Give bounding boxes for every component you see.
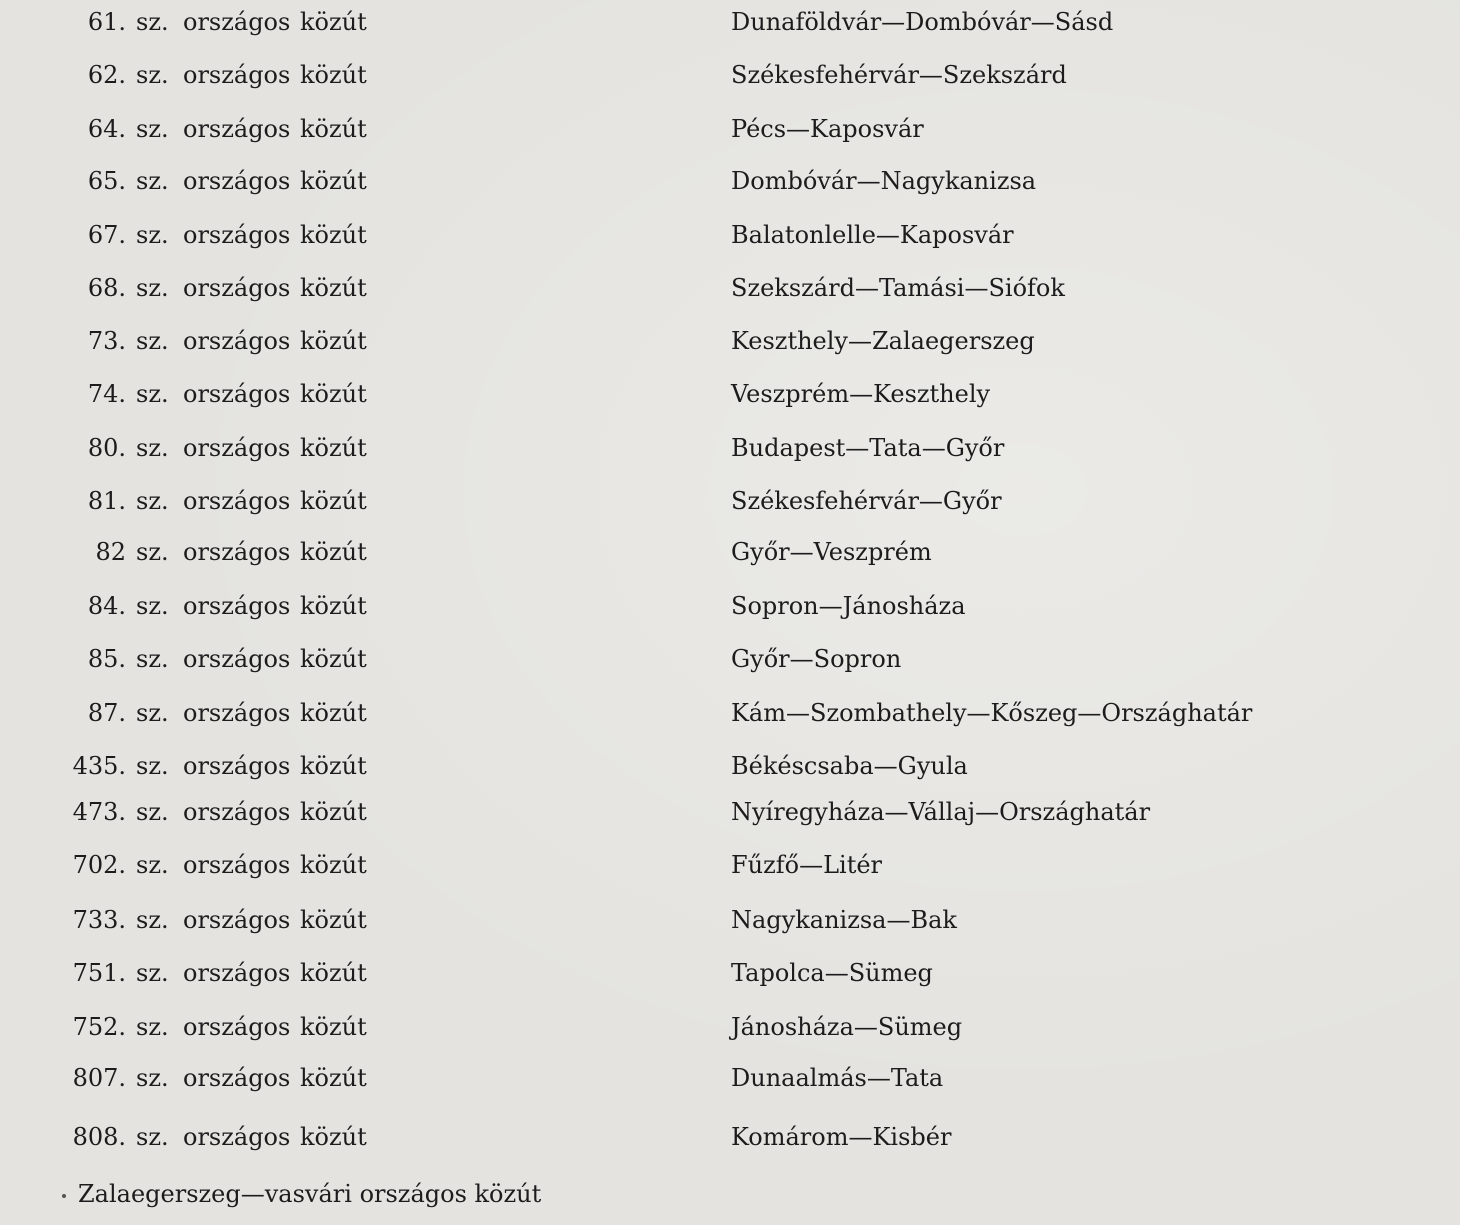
abbreviation-sz: sz. [136,167,169,195]
abbreviation-sz: sz. [136,327,169,355]
road-entry [0,161,1460,201]
road-type-word: közút [300,61,367,89]
road-number: 80. [87,434,126,462]
road-entry [0,1058,1460,1098]
abbreviation-sz: sz. [136,645,169,673]
bullet-mark [62,1194,66,1198]
road-entry [0,586,1460,626]
road-entry [0,1007,1460,1047]
road-number: 84. [87,592,126,620]
road-entry [0,746,1460,786]
road-type-word: közút [300,538,367,566]
road-class-word: országos [183,798,291,826]
route-name: Dunaföldvár—Dombóvár—Sásd [731,8,1114,36]
road-type-word: közút [300,274,367,302]
road-number: 67. [87,221,126,249]
footer-text: Zalaegerszeg—vasvári országos közút [78,1180,542,1208]
road-entry [0,2,1460,42]
road-class-word: országos [183,592,291,620]
road-class-word: országos [183,434,291,462]
road-number: 82 [95,538,126,566]
route-name: Pécs—Kaposvár [731,115,924,143]
route-name: Győr—Veszprém [731,538,932,566]
abbreviation-sz: sz. [136,538,169,566]
route-name: Nyíregyháza—Vállaj—Országhatár [731,798,1151,826]
road-type-word: közút [300,645,367,673]
road-type-word: közút [300,221,367,249]
road-type-word: közút [300,959,367,987]
abbreviation-sz: sz. [136,115,169,143]
road-entry [0,639,1460,679]
abbreviation-sz: sz. [136,592,169,620]
route-name: Szekszárd—Tamási—Siófok [731,274,1065,302]
road-class-word: országos [183,645,291,673]
abbreviation-sz: sz. [136,487,169,515]
road-entry [0,792,1460,832]
abbreviation-sz: sz. [136,61,169,89]
road-number: 808. [72,1123,126,1151]
road-number: 68. [87,274,126,302]
abbreviation-sz: sz. [136,1013,169,1041]
road-type-word: közút [300,699,367,727]
road-entry [0,953,1460,993]
route-name: Fűzfő—Litér [731,851,883,879]
abbreviation-sz: sz. [136,380,169,408]
abbreviation-sz: sz. [136,699,169,727]
road-number: 61. [87,8,126,36]
route-name: Nagykanizsa—Bak [731,906,957,934]
road-entry [0,845,1460,885]
road-type-word: közút [300,327,367,355]
road-class-word: országos [183,8,291,36]
route-name: Tapolca—Sümeg [731,959,933,987]
road-class-word: országos [183,274,291,302]
road-entry [0,109,1460,149]
road-entry [0,55,1460,95]
road-number: 81. [87,487,126,515]
road-number: 73. [87,327,126,355]
road-number: 87. [87,699,126,727]
route-name: Dunaalmás—Tata [731,1064,944,1092]
road-class-word: országos [183,1123,291,1151]
road-entry [0,1117,1460,1157]
road-type-word: közút [300,798,367,826]
road-class-word: országos [183,699,291,727]
abbreviation-sz: sz. [136,851,169,879]
abbreviation-sz: sz. [136,1123,169,1151]
road-entry [0,268,1460,308]
road-number: 807. [72,1064,126,1092]
road-number: 65. [87,167,126,195]
road-class-word: országos [183,906,291,934]
road-entry [0,428,1460,468]
road-type-word: közút [300,851,367,879]
road-class-word: országos [183,959,291,987]
road-class-word: országos [183,61,291,89]
road-entry [0,374,1460,414]
abbreviation-sz: sz. [136,8,169,36]
road-type-word: közút [300,1123,367,1151]
road-type-word: közút [300,752,367,780]
road-type-word: közút [300,592,367,620]
route-name: Budapest—Tata—Győr [731,434,1005,462]
abbreviation-sz: sz. [136,798,169,826]
road-entry [0,532,1460,572]
route-name: Balatonlelle—Kaposvár [731,221,1014,249]
road-number: 733. [72,906,126,934]
road-number: 752. [72,1013,126,1041]
road-class-word: országos [183,380,291,408]
road-entry [0,215,1460,255]
road-number: 74. [87,380,126,408]
route-name: Békéscsaba—Gyula [731,752,968,780]
road-class-word: országos [183,167,291,195]
road-entry [0,481,1460,521]
route-name: Veszprém—Keszthely [731,380,991,408]
road-class-word: országos [183,221,291,249]
road-class-word: országos [183,1013,291,1041]
road-number: 751. [72,959,126,987]
abbreviation-sz: sz. [136,1064,169,1092]
road-type-word: közút [300,115,367,143]
road-number: 64. [87,115,126,143]
road-class-word: országos [183,538,291,566]
road-number: 702. [72,851,126,879]
road-type-word: közút [300,380,367,408]
road-class-word: országos [183,487,291,515]
footer-entry [62,1174,541,1214]
road-number: 62. [87,61,126,89]
route-name: Komárom—Kisbér [731,1123,952,1151]
route-name: Székesfehérvár—Szekszárd [731,61,1067,89]
road-entry [0,900,1460,940]
road-class-word: országos [183,115,291,143]
road-entry [0,321,1460,361]
route-name: Jánosháza—Sümeg [731,1013,963,1041]
route-name: Győr—Sopron [731,645,902,673]
road-type-word: közút [300,1013,367,1041]
route-name: Keszthely—Zalaegerszeg [731,327,1035,355]
route-name: Sopron—Jánosháza [731,592,966,620]
road-class-word: országos [183,1064,291,1092]
road-type-word: közút [300,167,367,195]
road-type-word: közút [300,906,367,934]
abbreviation-sz: sz. [136,221,169,249]
route-name: Kám—Szombathely—Kőszeg—Országhatár [731,699,1253,727]
road-class-word: országos [183,752,291,780]
road-number: 435. [72,752,126,780]
road-type-word: közút [300,1064,367,1092]
road-number: 473. [72,798,126,826]
road-class-word: országos [183,851,291,879]
road-type-word: közút [300,8,367,36]
road-entry [0,693,1460,733]
abbreviation-sz: sz. [136,959,169,987]
road-number: 85. [87,645,126,673]
abbreviation-sz: sz. [136,274,169,302]
route-name: Székesfehérvár—Győr [731,487,1002,515]
road-type-word: közút [300,434,367,462]
abbreviation-sz: sz. [136,752,169,780]
road-class-word: országos [183,327,291,355]
abbreviation-sz: sz. [136,434,169,462]
route-name: Dombóvár—Nagykanizsa [731,167,1037,195]
road-type-word: közút [300,487,367,515]
abbreviation-sz: sz. [136,906,169,934]
